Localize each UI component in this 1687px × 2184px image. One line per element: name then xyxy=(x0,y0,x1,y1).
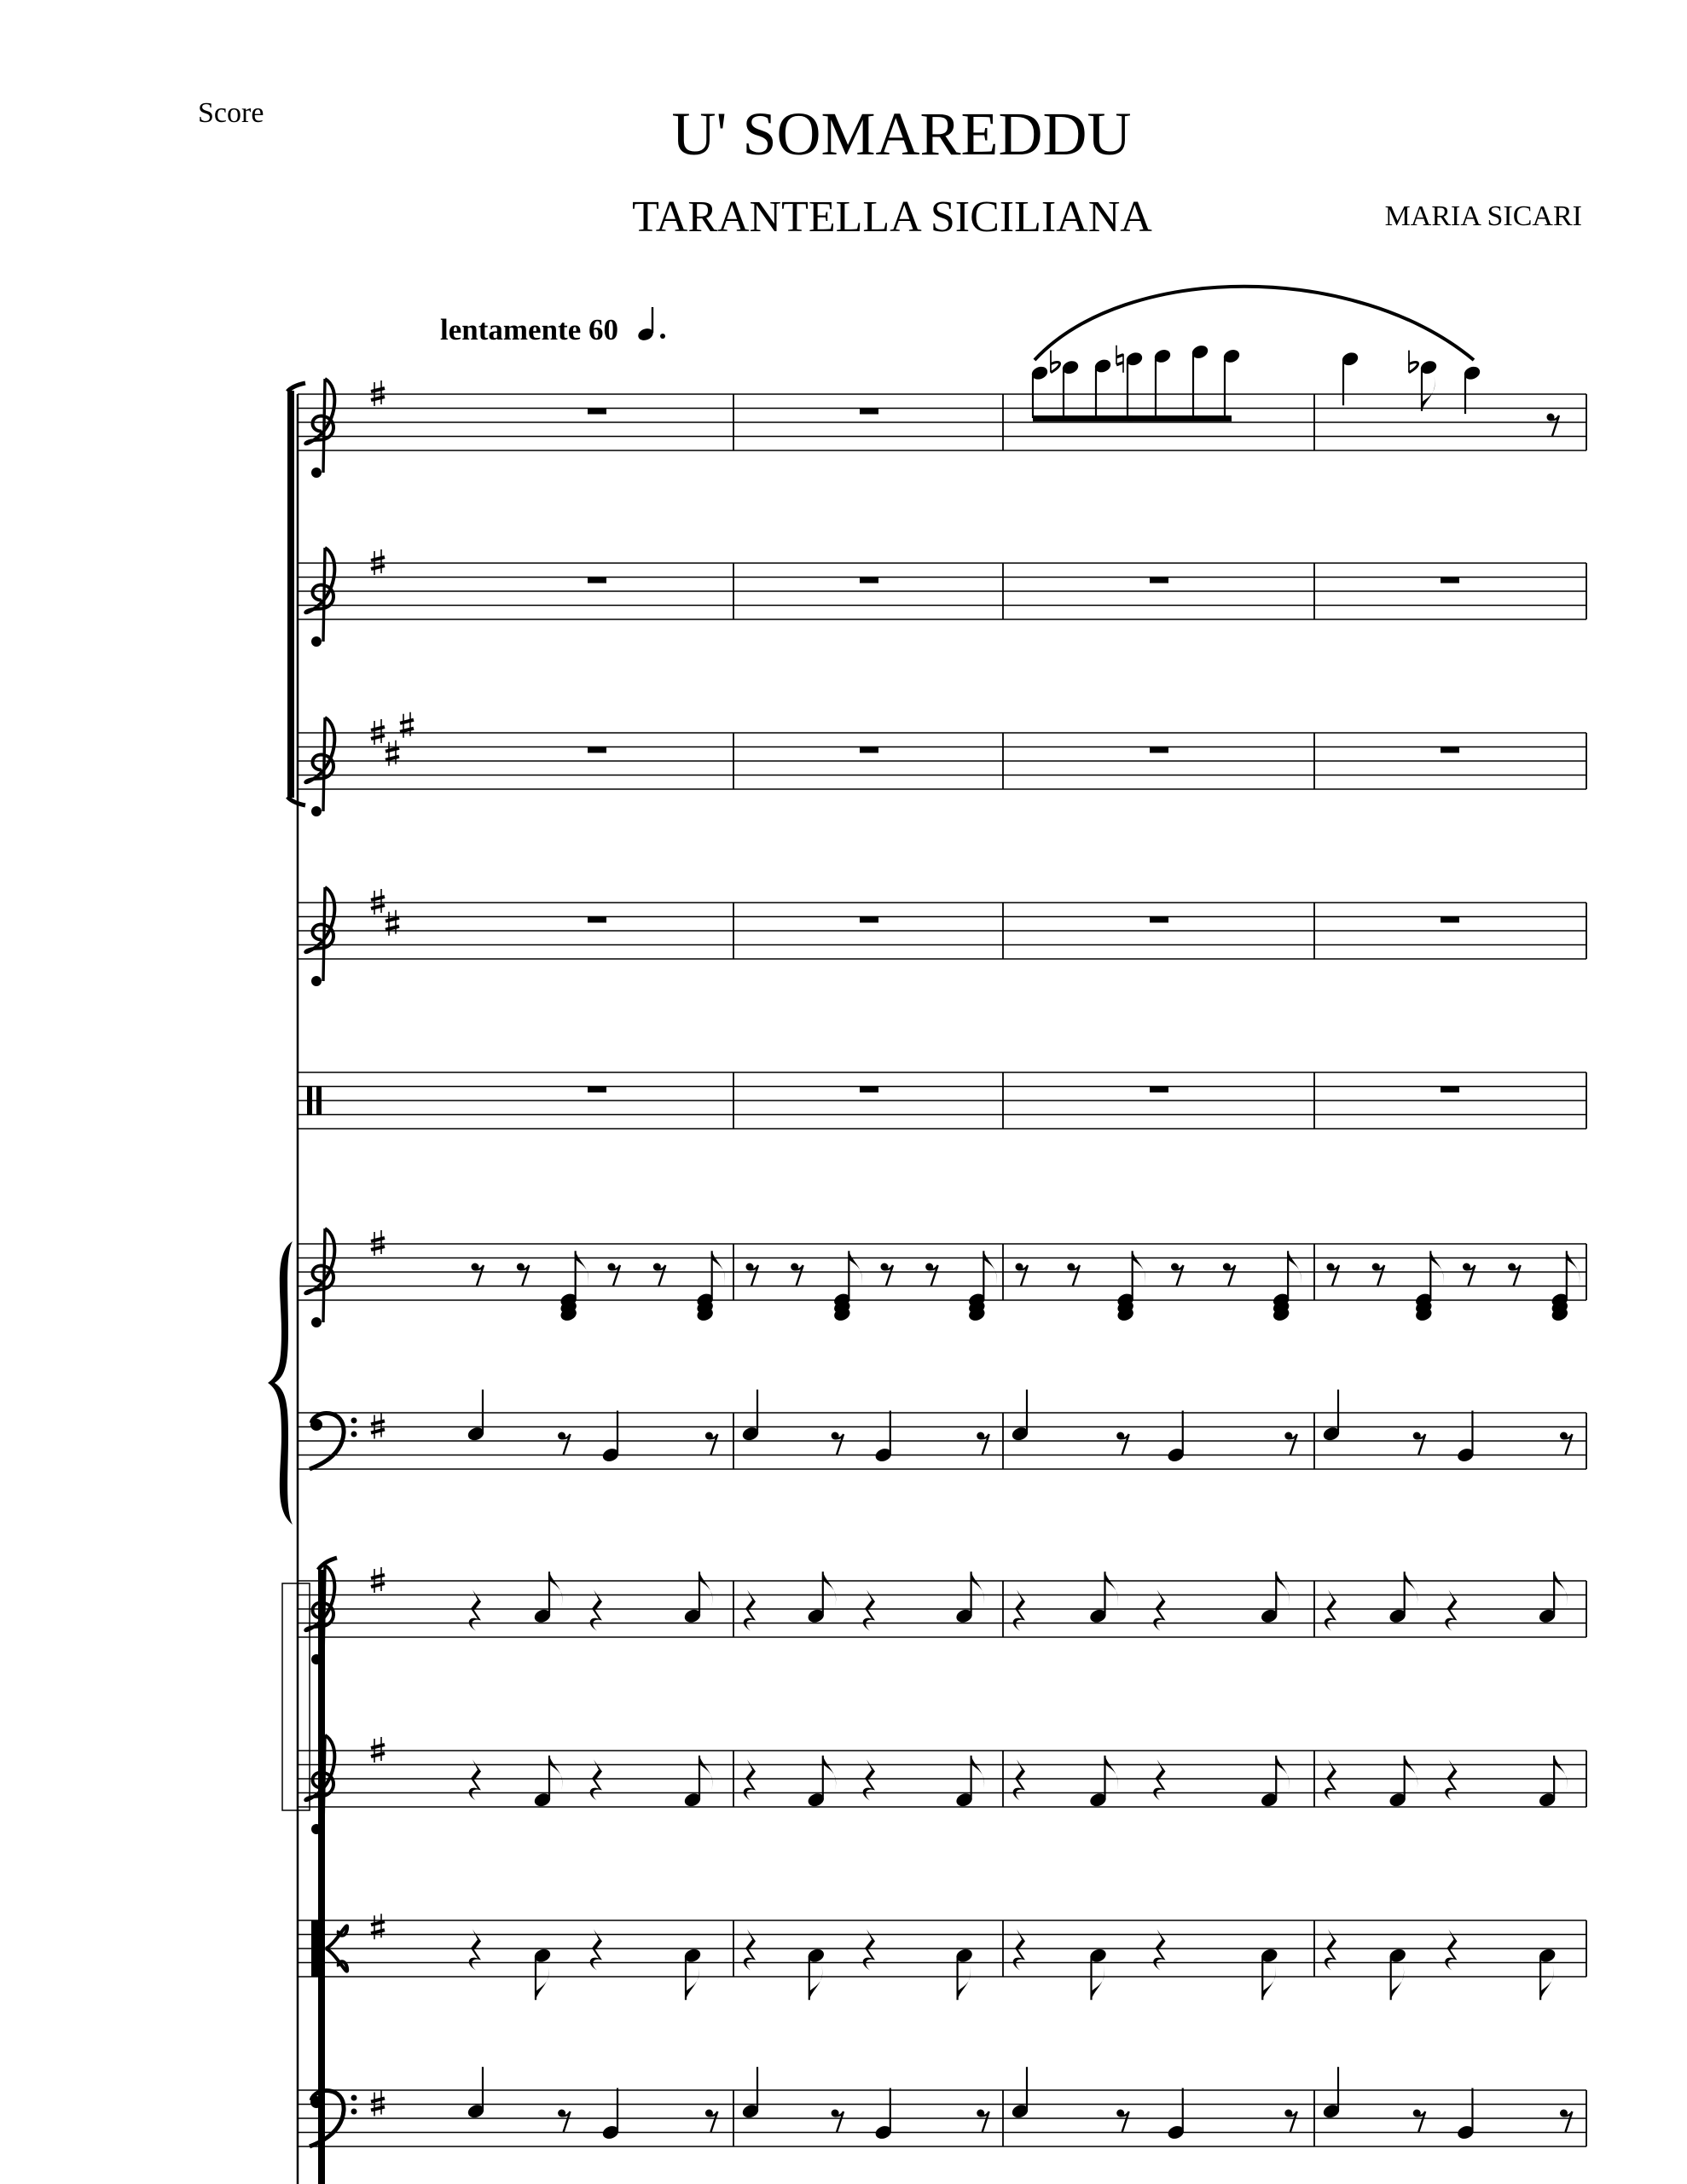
measure-rest xyxy=(860,917,878,923)
measure-rest xyxy=(860,409,878,415)
measure-rest xyxy=(1150,917,1168,923)
score-label: Score xyxy=(198,97,264,129)
measure-rest xyxy=(860,747,878,753)
measure-rest xyxy=(588,917,606,923)
measure-rest xyxy=(1441,747,1459,753)
beam xyxy=(1128,415,1232,421)
measure-rest xyxy=(1150,578,1168,584)
measure-rest xyxy=(860,578,878,584)
measure-rest xyxy=(860,1087,878,1093)
measure-rest xyxy=(1441,578,1459,584)
measure-rest xyxy=(588,578,606,584)
subtitle: TARANTELLA SICILIANA xyxy=(632,193,1152,241)
title: U' SOMAREDDU xyxy=(671,100,1132,168)
measure-rest xyxy=(1441,1087,1459,1093)
measure-rest xyxy=(1150,1087,1168,1093)
measure-rest xyxy=(1150,747,1168,753)
measure-rest xyxy=(1441,917,1459,923)
measure-rest xyxy=(588,747,606,753)
tempo-text: lentamente 60 xyxy=(440,313,618,346)
measure-rest xyxy=(588,1087,606,1093)
measure-rest xyxy=(588,409,606,415)
beam xyxy=(1033,415,1133,421)
composer: MARIA SICARI xyxy=(1384,200,1582,232)
